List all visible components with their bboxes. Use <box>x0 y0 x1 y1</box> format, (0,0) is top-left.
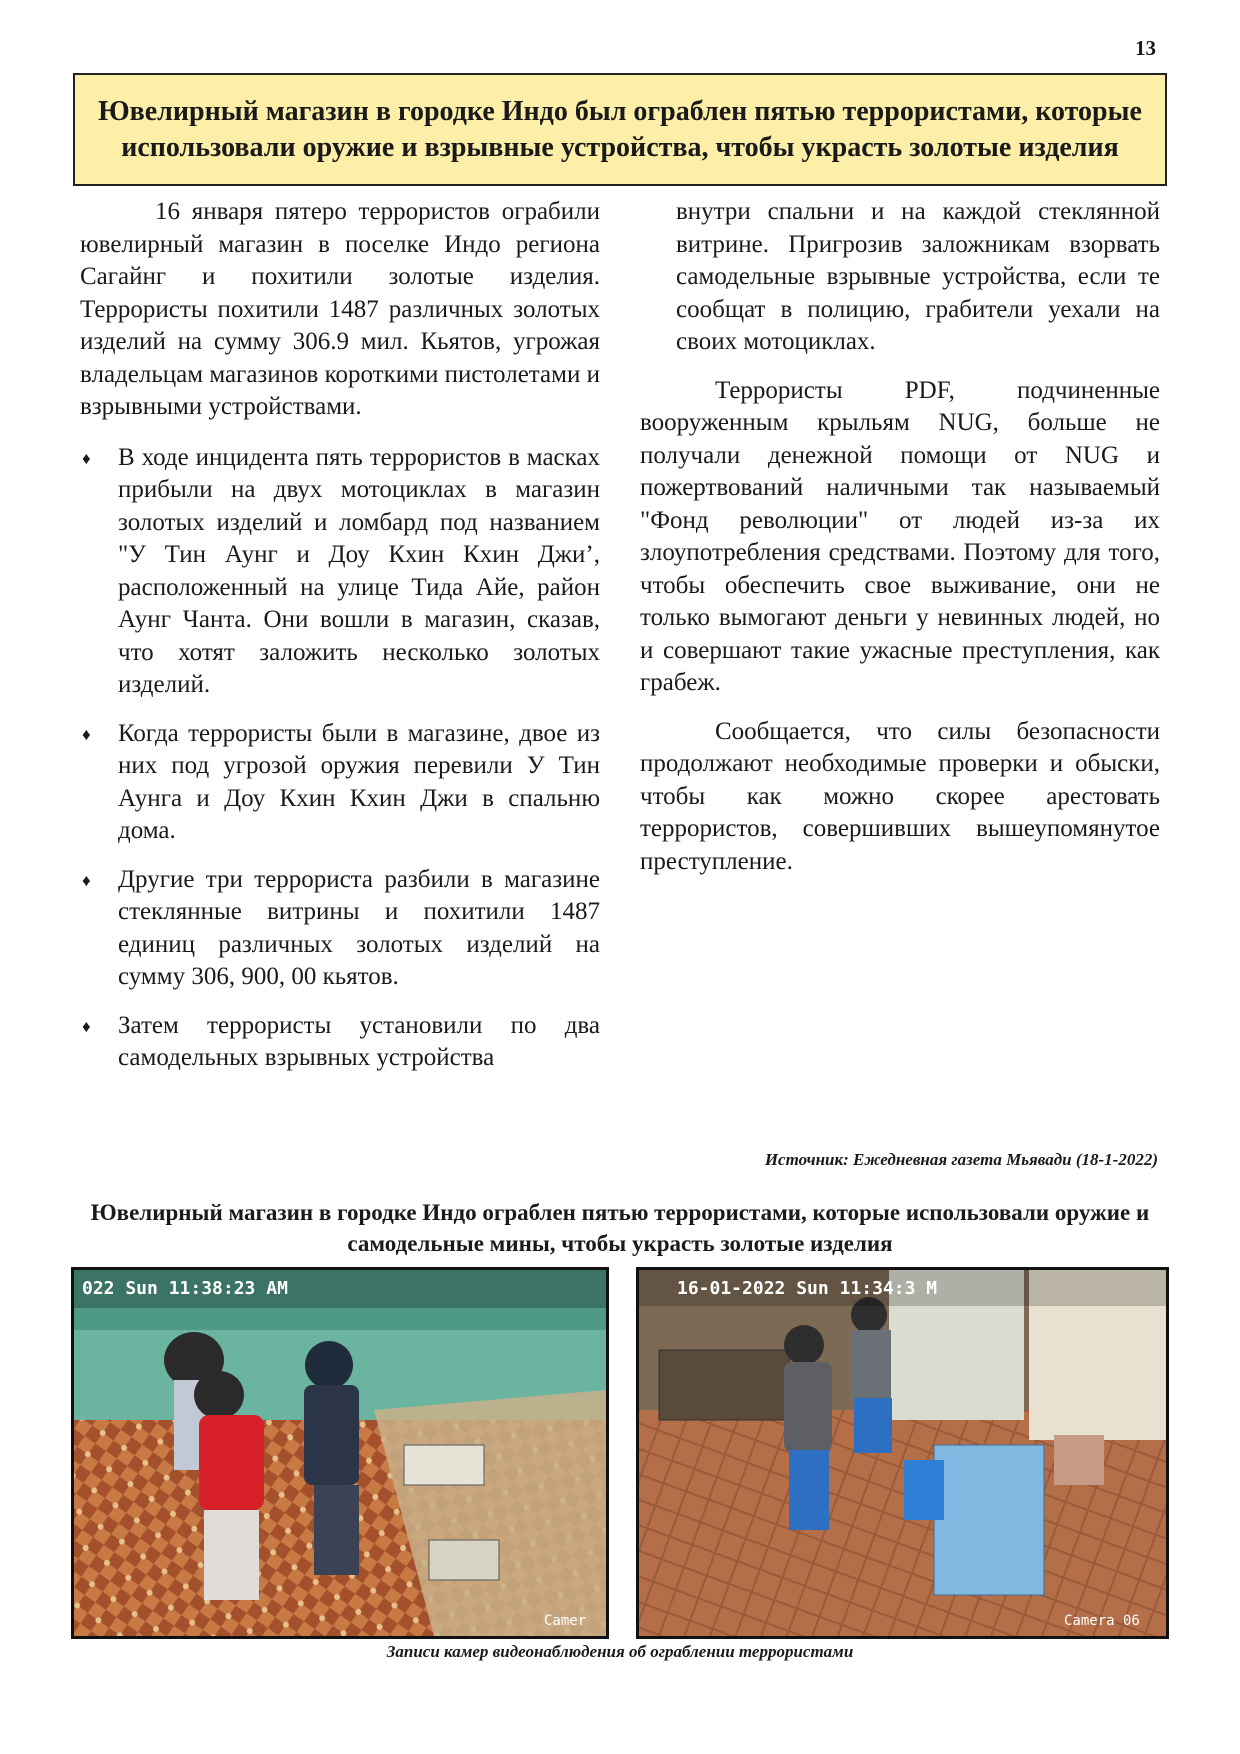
cctv-camera-label-left: Camer <box>544 1613 587 1629</box>
page-number: 13 <box>1135 36 1156 60</box>
cctv-timestamp-right: 16-01-2022 Sun 11:34:3 M <box>677 1278 938 1299</box>
photo-caption: Записи камер видеонаблюдения об ограблении террористами <box>386 1642 854 1661</box>
bullet-text: Когда террористы были в магазине, двое из них под угрозой оружия перевили У Тин Аунга и Доу Кхин Кхин Джи в спальню дома. <box>118 719 600 844</box>
left-column <box>80 196 600 1091</box>
diamond-bullet-icon: ♦ <box>82 1016 91 1036</box>
source-line: Источник: Ежедневная газета Мьявади (18-1-2022) <box>764 1150 1158 1169</box>
bullet-item <box>80 1010 600 1075</box>
incident-bullet-list <box>80 442 600 1075</box>
cctv-timestamp-left: 022 Sun 11:38:23 AM <box>82 1278 288 1299</box>
right-column <box>640 196 1160 878</box>
intro-paragraph: 16 января пятеро террористов ограбили ювелирный магазин в поселке Индо региона Сагайнг и похитили золотые изделия. Террористы похитили 1487 различных золотых изделий на сумму 306.9 мил. Кьятов, угрожая владельцам магазинов короткими пистолетами и взрывными устройствами. <box>80 198 600 420</box>
diamond-bullet-icon: ♦ <box>82 870 91 890</box>
bullet-continuation: внутри спальни и на каждой стеклянной витрине. Пригрозив заложникам взорвать самодельные взрывные устройства, если те сообщат в полицию, грабители уехали на своих мотоциклах. <box>676 198 1160 355</box>
pdf-paragraph: Террористы PDF, подчиненные вооруженным крыльям NUG, больше не получали денежной помощи от NUG и пожертвований наличными так называемый "Фонд революции" от людей из-за их злоупотребления средствами. Поэтому для того, чтобы обеспечить свое выживание, они не только вымогают деньги у невинных людей, но и совершают такие ужасные преступления, как грабеж. <box>640 376 1160 696</box>
bullet-text: Другие три террориста разбили в магазине стеклянные витрины и похитили 1487 единиц различных золотых изделий на сумму 306, 900, 00 кьятов. <box>118 865 600 990</box>
headline: Ювелирный магазин в городке Индо был ограблен пятью террористами, которые использовали оружие и взрывные устройства, чтобы украсть золотые изделия <box>98 95 1142 163</box>
bullet-item <box>80 864 600 994</box>
headline-box <box>73 73 1167 186</box>
bullet-item <box>80 442 600 702</box>
bullet-text: Затем террористы установили по два самодельных взрывных устройства <box>118 1011 600 1071</box>
diamond-bullet-icon: ♦ <box>82 724 91 744</box>
photo-title: Ювелирный магазин в городке Индо ограблен пятью террористами, которые использовали оружие и самодельные мины, чтобы украсть золотые изделия <box>90 1200 1150 1256</box>
diamond-bullet-icon: ♦ <box>82 448 91 468</box>
cctv-camera-label-right: Camera 06 <box>1064 1613 1140 1629</box>
bullet-text: В ходе инцидента пять террористов в масках прибыли на двух мотоциклах в магазин золотых изделий и ломбард под названием "У Тин Аунг и Доу Кхин Кхин Джи’, расположенный на улице Тида Айе, район Аунг Чанта. Они вошли в магазин, сказав, что хотят заложить несколько золотых изделий. <box>118 443 600 698</box>
cctv-photo-left <box>71 1267 609 1639</box>
security-paragraph: Сообщается, что силы безопасности продолжают необходимые проверки и обыски, чтобы как можно скорее арестовать террористов, совершивших вышеупомянутое преступление. <box>640 717 1160 875</box>
cctv-photo-right <box>636 1267 1169 1639</box>
bullet-item <box>80 718 600 848</box>
